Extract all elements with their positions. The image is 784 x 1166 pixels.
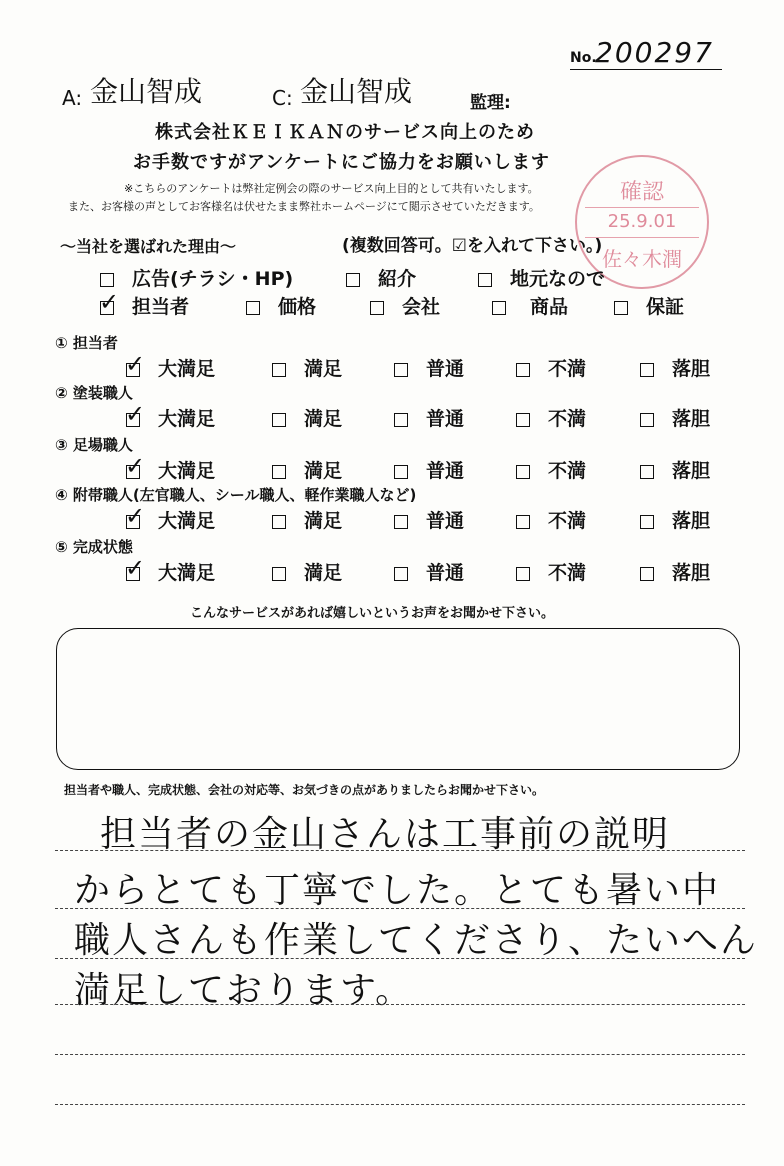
rating-checkbox[interactable] (272, 515, 286, 529)
rating-checkbox[interactable] (125, 399, 146, 428)
a-name: 金山智成 (90, 75, 203, 108)
rating-option[interactable] (516, 354, 586, 381)
feedback-rule-2 (55, 908, 745, 909)
reason-company-checkbox[interactable] (370, 301, 384, 315)
service-comment-text (57, 629, 739, 657)
rating-option[interactable] (640, 456, 710, 483)
rating-option[interactable] (272, 404, 342, 431)
question-label: ⑤ 完成状態 (55, 538, 133, 556)
intro-note-2: また、お客様の声としてお客様名は伏せたまま弊社ホームページにて閲示させていただきます。 (68, 200, 540, 213)
reason-staff-label: 担当者 (132, 296, 190, 318)
feedback-line-1: 担当者の金山さんは工事前の説明 (100, 814, 671, 855)
rating-option-label: 満足 (304, 358, 343, 380)
rating-checkbox[interactable] (516, 567, 530, 581)
reason-local-checkbox[interactable] (478, 273, 492, 287)
rating-option-label: 大満足 (158, 358, 216, 380)
service-comment-box[interactable] (56, 628, 740, 770)
check-mark-icon: ✓ (125, 399, 146, 428)
reason-company[interactable] (370, 292, 440, 319)
reason-company-label: 会社 (402, 296, 441, 318)
rating-option-label: 満足 (304, 510, 343, 532)
rating-option-label: 満足 (304, 562, 343, 584)
rating-checkbox[interactable] (394, 515, 408, 529)
reason-warranty-checkbox[interactable] (614, 301, 628, 315)
rating-option[interactable] (516, 456, 586, 483)
question-label: ① 担当者 (55, 334, 118, 352)
rating-option-label: 落胆 (672, 510, 711, 532)
check-mark-icon: ✓ (125, 553, 146, 582)
rating-option[interactable] (125, 399, 216, 431)
rating-option[interactable] (394, 404, 464, 431)
rating-option[interactable] (272, 558, 342, 585)
question-label: ② 塗装職人 (55, 384, 133, 402)
rating-checkbox[interactable] (125, 451, 146, 480)
reason-referral-label: 紹介 (378, 268, 417, 290)
rating-option-label: 不満 (548, 460, 587, 482)
reason-product-checkbox[interactable] (492, 301, 506, 315)
rating-option-label: 落胆 (672, 460, 711, 482)
reasons-instruction: (複数回答可。☑を入れて下さい。) (342, 236, 603, 256)
stamp-date: 25.9.01 (607, 211, 677, 232)
rating-checkbox[interactable] (125, 553, 146, 582)
rating-option-label: 落胆 (672, 408, 711, 430)
rating-option-label: 満足 (304, 408, 343, 430)
reason-warranty[interactable] (614, 292, 684, 319)
rating-option-label: 落胆 (672, 562, 711, 584)
rating-checkbox[interactable] (640, 465, 654, 479)
reason-price[interactable] (246, 292, 316, 319)
rating-option-label: 大満足 (158, 460, 216, 482)
rating-checkbox[interactable] (394, 363, 408, 377)
stamp-name: 佐々木潤 (602, 247, 682, 271)
check-mark-icon: ✓ (125, 451, 146, 480)
reason-referral[interactable] (346, 264, 416, 291)
reason-price-checkbox[interactable] (246, 301, 260, 315)
rating-option-label: 普通 (426, 358, 465, 380)
question-label: ③ 足場職人 (55, 436, 133, 454)
rating-option-label: 不満 (548, 408, 587, 430)
rating-option[interactable] (394, 456, 464, 483)
rating-option[interactable] (125, 451, 216, 483)
rating-option[interactable] (640, 506, 710, 533)
check-mark-icon: ✓ (125, 349, 146, 378)
rating-option-label: 普通 (426, 460, 465, 482)
reason-staff-checkbox[interactable] (99, 287, 120, 316)
c-label: C: (272, 86, 293, 110)
rating-option-label: 満足 (304, 460, 343, 482)
feedback-rule-5 (55, 1054, 745, 1055)
feedback-rule-3 (55, 958, 745, 959)
kanri-label: 監理: (470, 93, 511, 113)
intro-note-1: ※こちらのアンケートは弊社定例会の際のサービス向上目的として共有いたします。 (124, 182, 539, 195)
rating-option[interactable] (394, 558, 464, 585)
reason-product-label: 商品 (530, 296, 569, 318)
rating-option[interactable] (640, 558, 710, 585)
rating-option[interactable] (125, 349, 216, 381)
reason-product[interactable] (492, 292, 568, 319)
rating-checkbox[interactable] (640, 515, 654, 529)
rating-checkbox[interactable] (272, 413, 286, 427)
intro-line-2: お手数ですがアンケートにご協力をお願いします (133, 152, 550, 173)
check-mark-icon: ✓ (99, 287, 120, 316)
rating-option[interactable] (516, 506, 586, 533)
rating-option[interactable] (272, 456, 342, 483)
reason-staff[interactable] (99, 287, 190, 319)
reason-ad-label: 広告(チラシ・HP) (132, 268, 294, 290)
rating-checkbox[interactable] (516, 465, 530, 479)
rating-option-label: 不満 (548, 562, 587, 584)
rating-option[interactable] (272, 354, 342, 381)
form-number-underline (570, 69, 722, 70)
rating-option-label: 落胆 (672, 358, 711, 380)
rating-checkbox[interactable] (394, 567, 408, 581)
feedback-rule-1 (55, 850, 745, 851)
stamp-top-text: 確認 (619, 180, 664, 205)
rating-option-label: 普通 (426, 510, 465, 532)
rating-option[interactable] (394, 506, 464, 533)
feedback-rule-4 (55, 1004, 745, 1005)
rating-checkbox[interactable] (272, 465, 286, 479)
rating-option[interactable] (125, 553, 216, 585)
feedback-line-2: からとても丁寧でした。とても暑い中 (74, 870, 721, 911)
form-number-label: No. (570, 50, 597, 66)
rating-checkbox[interactable] (394, 413, 408, 427)
rating-checkbox[interactable] (640, 413, 654, 427)
feedback-line-3: 職人さんも作業してくださり、たいへん (74, 920, 759, 961)
reason-referral-checkbox[interactable] (346, 273, 360, 287)
c-name: 金山智成 (300, 75, 413, 108)
rating-checkbox[interactable] (272, 363, 286, 377)
intro-line-1: 株式会社ＫＥＩＫＡＮのサービス向上のため (155, 122, 535, 143)
rating-checkbox[interactable] (125, 501, 146, 530)
rating-checkbox[interactable] (640, 363, 654, 377)
rating-checkbox[interactable] (516, 413, 530, 427)
rating-option[interactable] (640, 354, 710, 381)
reason-ad[interactable] (100, 264, 293, 291)
rating-checkbox[interactable] (516, 515, 530, 529)
feedback-line-4: 満足しております。 (74, 970, 414, 1011)
rating-checkbox[interactable] (394, 465, 408, 479)
rating-checkbox[interactable] (125, 349, 146, 378)
reason-local[interactable] (478, 264, 605, 291)
rating-option[interactable] (125, 501, 216, 533)
form-number-value: 200297 (595, 36, 714, 69)
rating-option-label: 大満足 (158, 408, 216, 430)
rating-option-label: 大満足 (158, 562, 216, 584)
rating-option-label: 大満足 (158, 510, 216, 532)
rating-option[interactable] (516, 404, 586, 431)
service-prompt: こんなサービスがあれば嬉しいというお声をお聞かせ下さい。 (190, 606, 555, 621)
rating-option-label: 不満 (548, 358, 587, 380)
rating-option[interactable] (516, 558, 586, 585)
check-mark-icon: ✓ (125, 501, 146, 530)
a-label: A: (62, 86, 83, 110)
rating-option-label: 普通 (426, 562, 465, 584)
rating-option[interactable] (272, 506, 342, 533)
rating-checkbox[interactable] (640, 567, 654, 581)
question-label: ④ 附帯職人(左官職人、シール職人、軽作業職人など) (55, 486, 417, 504)
rating-option[interactable] (394, 354, 464, 381)
stamp-divider-top (585, 207, 699, 208)
feedback-prompt: 担当者や職人、完成状態、会社の対応等、お気づきの点がありましたらお聞かせ下さい。 (64, 783, 545, 797)
feedback-rule-6 (55, 1104, 745, 1105)
reason-local-label: 地元なので (510, 268, 606, 290)
reason-ad-checkbox[interactable] (100, 273, 114, 287)
rating-option-label: 不満 (548, 510, 587, 532)
rating-checkbox[interactable] (272, 567, 286, 581)
rating-option[interactable] (640, 404, 710, 431)
reasons-title: 〜当社を選ばれた理由〜 (60, 237, 237, 256)
reason-warranty-label: 保証 (646, 296, 685, 318)
rating-checkbox[interactable] (516, 363, 530, 377)
reason-price-label: 価格 (278, 296, 317, 318)
rating-option-label: 普通 (426, 408, 465, 430)
